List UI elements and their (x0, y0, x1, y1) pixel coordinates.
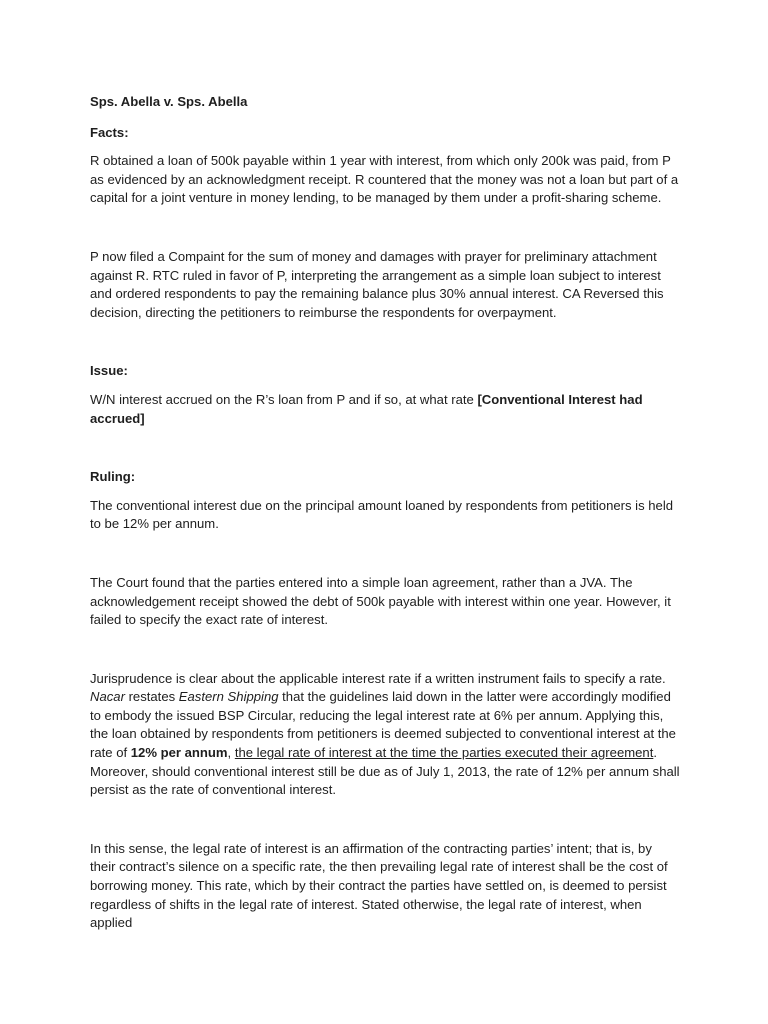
document-body (90, 93, 680, 933)
ruling-p3-text-2: restates (124, 689, 179, 705)
case-citation-nacar: Nacar (90, 689, 125, 705)
issue-answer: [Conventional Interest had accrued] (90, 391, 643, 426)
ruling-p3-text-5: . Moreover, should conventional interest still be due as of July 1, 2013, the rate of 12% per annum shall persist as the rate of conventional interest. (90, 745, 680, 798)
ruling-underlined-phrase: the legal rate of interest at the time the parties executed their agreement (234, 745, 654, 761)
ruling-heading: Ruling: (90, 469, 136, 485)
ruling-rate-bold: 12% per annum (130, 745, 228, 761)
issue-paragraph (90, 391, 680, 428)
ruling-paragraph-4: In this sense, the legal rate of interest is an affirmation of the contracting parties’ intent; that is, by their contract’s silence on a specific rate, the then prevailing legal rate of interest shall be the cost of borrowing money. This rate, which by their contract the parties have settled on, is deemed to persist regardless of shifts in the legal rate of interest. Stated otherwise, the legal rate of interest, when applied (90, 840, 668, 931)
issue-heading: Issue: (90, 363, 128, 379)
case-citation-eastern-shipping: Eastern Shipping (178, 689, 279, 705)
ruling-paragraph-3 (90, 670, 680, 800)
facts-paragraph-1: R obtained a loan of 500k payable within 1 year with interest, from which only 200k was paid, from P as evidenced by an acknowledgment receipt. R countered that the money was not a loan but part of a capital for a joint venture in money lending, to be managed by them under a profit-sharing scheme. (90, 153, 679, 206)
issue-text: W/N interest accrued on the R’s loan from P and if so, at what rate (90, 391, 478, 407)
ruling-p3-text-1: Jurisprudence is clear about the applicable interest rate if a written instrument fails to specify a rate. (90, 670, 666, 686)
facts-paragraph-2: P now filed a Compaint for the sum of money and damages with prayer for preliminary attachment against R. RTC ruled in favor of P, interpreting the arrangement as a simple loan subject to interest and ordered respondents to pay the remaining balance plus 30% annual interest. CA Reversed this decision, directing the petitioners to reimburse the respondents for overpayment. (90, 248, 664, 320)
ruling-paragraph-1: The conventional interest due on the principal amount loaned by respondents from petitioners is held to be 12% per annum. (90, 497, 674, 532)
facts-heading: Facts: (90, 124, 129, 140)
ruling-p3-text-3: that the guidelines laid down in the latter were accordingly modified to embody the issued BSP Circular, reducing the legal interest rate at 6% per annum. Applying this, the loan obtained by respondents from petitioners is deemed subjected to conventional interest at the rate of (90, 689, 676, 761)
case-title: Sps. Abella v. Sps. Abella (90, 94, 248, 109)
ruling-paragraph-2: The Court found that the parties entered into a simple loan agreement, rather than a JVA. The acknowledgement receipt showed the debt of 500k payable with interest within one year. However, it failed to specify the exact rate of interest. (90, 574, 671, 628)
ruling-p3-text-4: , (227, 745, 235, 761)
